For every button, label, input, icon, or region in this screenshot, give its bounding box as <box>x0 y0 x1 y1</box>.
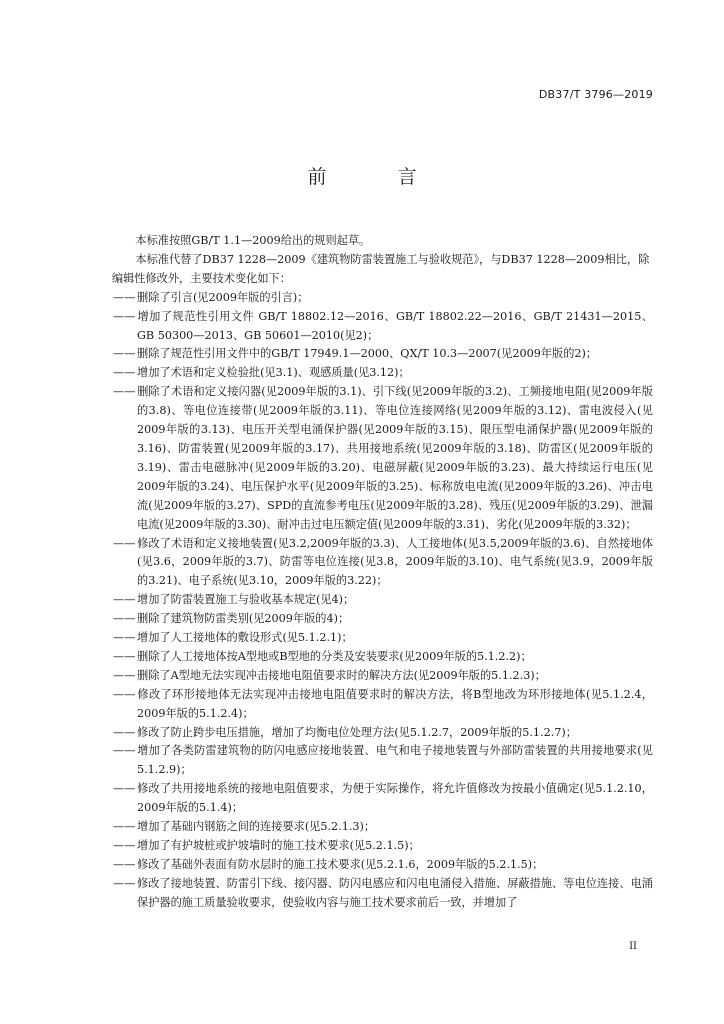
list-dash: —— <box>113 385 136 399</box>
change-item <box>113 818 653 837</box>
standard-code: DB37/T 3796—2019 <box>538 88 653 101</box>
list-dash: —— <box>113 725 136 739</box>
list-dash: —— <box>113 820 136 834</box>
list-dash: —— <box>113 839 136 852</box>
change-item-text: 增加了术语和定义检验批(见3.1)、观感质量(见3.12)； <box>137 366 410 380</box>
change-item-text: 删除了规范性引用文件中的GB/T 17949.1—2000、QX/T 10.3—2007(见2009年版的2)； <box>137 347 598 361</box>
change-item <box>113 780 653 818</box>
change-item <box>113 875 653 913</box>
change-item-text: 修改了共用接地系统的接地电阻值要求，为便于实际操作，将允许值修改为按最小值确定(见5.1.2.10，2009年版的5.1.4)； <box>137 782 653 815</box>
list-dash: —— <box>113 687 136 701</box>
change-item-text: 删除了人工接地体按A型地或B型地的分类及安装要求(见2009年版的5.1.2.2)； <box>137 649 532 663</box>
list-dash: —— <box>113 857 136 871</box>
change-item <box>113 289 653 308</box>
change-item <box>113 837 653 856</box>
list-dash: —— <box>113 612 136 626</box>
change-item-text: 修改了环形接地体无法实现冲击接地电阻值要求时的解决方法，将B型地改为环形接地体(见5.1.2.4，2009年版的5.1.2.4)； <box>137 687 653 720</box>
intro-paragraph-2-continued: 编辑性修改外，主要技术变化如下： <box>111 271 291 285</box>
list-dash: —— <box>113 631 136 645</box>
list-dash: —— <box>113 366 136 380</box>
change-item-text: 删除了术语和定义接闪器(见2009年版的3.1)、引下线(见2009年版的3.2)、工频接地电阻(见2009年版的3.8)、等电位连接带(见2009年版的3.11)、等电位连接网络(见2009年版的3.12)、雷电波侵入(见2009年版的3.13)、电压开关型电涌保护器(见2009年版的3.15)、限压型电涌保护器(见2009年版的3.16)、防雷装置(见2009年版的3.17)、共用接地系统(见2009年版的3.18)、防雷区(见2009年版的3.19)、雷击电磁脉冲(见2009年版的3.20)、电磁屏蔽(见2009年版的3.23)、最大持续运行电压(见2009年版的3.24)、电压保护水平(见2009年版的3.25)、标称放电电流(见2009年版的3.26)、冲击电流(见2009年版的3.27)、SPD的直流参考电压(见2009年版的3.28)、残压(见2009年版的3.29)、泄漏电流(见2009年版的3.30)、耐冲击过电压额定值(见2009年版的3.31)、劣化(见2009年版的3.32)； <box>137 385 653 531</box>
change-item <box>113 591 653 610</box>
change-item <box>113 686 653 724</box>
change-item-text: 增加了防雷装置施工与验收基本规定(见4)； <box>137 593 355 607</box>
intro-paragraph-1: 本标准按照GB/T 1.1—2009给出的规则起草。 <box>135 234 371 247</box>
change-item-text: 增加了基础内钢筋之间的连接要求(见5.2.1.3)； <box>137 820 376 834</box>
change-item <box>113 535 653 592</box>
intro-paragraph-2: 本标准代替了DB37 1228—2009《建筑物防雷装置施工与验收规范》，与DB37 1228—2009相比，除 <box>135 252 650 266</box>
list-dash: —— <box>113 593 136 607</box>
change-item-text: 删除了建筑物防雷类别(见2009年版的4)； <box>137 612 350 626</box>
list-dash: —— <box>113 876 136 890</box>
page-number: II <box>629 941 637 952</box>
change-item-text: 修改了接地装置、防雷引下线、接闪器、防闪电感应和闪电电涌侵入措施、屏蔽措施、等电位连接、电涌保护器的施工质量验收要求，使验收内容与施工技术要求前后一致，并增加了 <box>137 876 653 909</box>
list-dash: —— <box>113 536 136 550</box>
change-item <box>113 610 653 629</box>
list-dash: —— <box>113 744 136 758</box>
change-item <box>113 345 653 364</box>
change-item <box>113 667 653 686</box>
page-title: 前 言 <box>307 166 443 188</box>
list-dash: —— <box>113 347 136 361</box>
change-item-text: 增加了人工接地体的敷设形式(见5.1.2.1)； <box>137 631 353 645</box>
list-dash: —— <box>113 668 136 682</box>
change-item <box>113 629 653 648</box>
change-item-text: 删除了A型地无法实现冲击接地电阻值要求时的解决方法(见2009年版的5.1.2.3)； <box>137 668 546 682</box>
change-item-text: 修改了术语和定义接地装置(见3.2,2009年版的3.3)、人工接地体(见3.5,2009年版的3.6)、自然接地体(见3.6，2009年版的3.7)、防雷等电位连接(见3.8，2009年版的3.10)、电气系统(见3.9，2009年版的3.21)、电子系统(见3.10，2009年版的3.22)； <box>137 536 653 588</box>
change-item-text: 删除了引言(见2009年版的引言)； <box>137 290 309 304</box>
change-item-text: 增加了有护坡桩或护坡墙时的施工技术要求(见5.2.1.5)； <box>137 839 420 852</box>
change-item <box>113 364 653 383</box>
list-dash: —— <box>113 309 136 323</box>
change-item <box>113 383 653 534</box>
change-item-text: 修改了基础外表面有防水层时的施工技术要求(见5.2.1.6，2009年版的5.2.1.5)； <box>137 857 544 871</box>
change-item <box>113 648 653 667</box>
change-item-text: 增加了各类防雷建筑物的防闪电感应接地装置、电气和电子接地装置与外部防雷装置的共用接地要求(见5.1.2.9)； <box>137 744 653 777</box>
change-item <box>113 308 653 346</box>
list-dash: —— <box>113 782 136 796</box>
changes-list <box>113 289 653 913</box>
list-dash: —— <box>113 290 136 304</box>
change-item <box>113 724 653 743</box>
change-item <box>113 856 653 875</box>
document-body <box>113 232 653 913</box>
list-dash: —— <box>113 649 136 663</box>
change-item-text: 修改了防止跨步电压措施，增加了均衡电位处理方法(见5.1.2.7，2009年版的5.1.2.7)； <box>137 725 577 739</box>
change-item-text: 增加了规范性引用文件 GB/T 18802.12—2016、GB/T 18802.22—2016、GB/T 21431—2015、GB 50300—2013、GB 50601—2010(见2)； <box>137 309 653 342</box>
change-item <box>113 742 653 780</box>
